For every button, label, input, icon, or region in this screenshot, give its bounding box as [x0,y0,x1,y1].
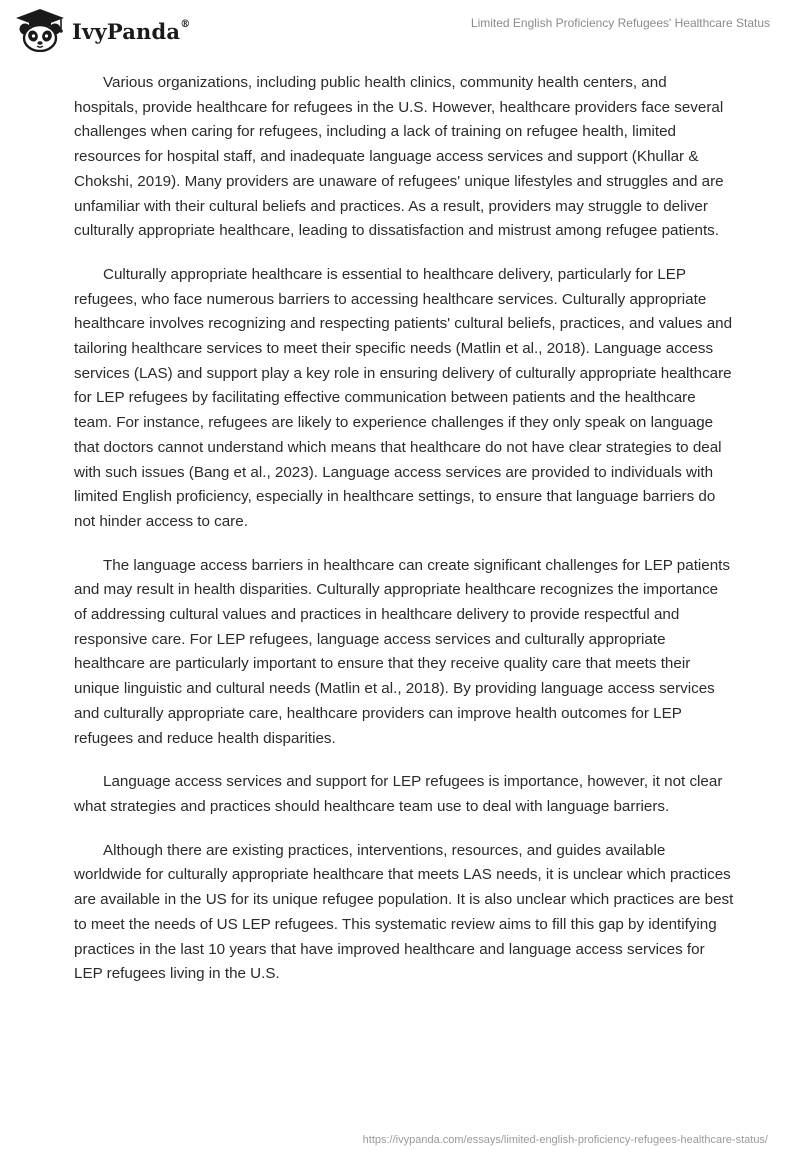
document-title: Limited English Proficiency Refugees' Healthcare Status [470,16,770,30]
brand-name: IvyPanda® [72,18,191,44]
paragraph: Language access services and support for LEP refugees is importance, however, it not clear what strategies and practices should healthcare team use to deal with language barriers. [74,773,723,815]
paragraph: Culturally appropriate healthcare is essential to healthcare delivery, particularly for LEP refugees, who face numerous barriers to accessing healthcare services. Culturally appropriate healthcare involves recognizing and respecting patients' cultural beliefs, practices, and values and tailoring healthcare services to meet their specific needs (Matlin et al., 2018). Language access services (LAS) and support play a key role in ensuring delivery of culturally appropriate healthcare for LEP refugees by facilitating effective communication between patients and the healthcare team. For instance, refugees are likely to experience challenges if they only speak on language that doctors cannot understand which means that healthcare do not have clear strategies to deal with such issues (Bang et al., 2023). Language access services are provided to individuals with limited English proficiency, especially in healthcare settings, to ensure that language barriers do not hinder access to care. [74,265,733,530]
paragraph: Various organizations, including public health clinics, community health centers, and hospitals, provide healthcare for refugees in the U.S. However, healthcare providers face several challenges when caring for refugees, including a lack of training on refugee health, limited resources for hospital staff, and inadequate language access services and support (Khullar & Chokshi, 2019). Many providers are unaware of refugees' unique lifestyles and struggles and are unfamiliar with their cultural beliefs and practices. As a result, providers may struggle to deliver culturally appropriate healthcare, leading to dissatisfaction and mistrust among refugee patients. [74,74,724,240]
essay-body [74,71,734,1006]
paragraph: Although there are existing practices, interventions, resources, and guides available worldwide for culturally appropriate healthcare that meets LAS needs, it is unclear which practices are available in the US for its unique refugee population. It is also unclear which practices are best to meet the needs of US LEP refugees. This systematic review aims to fill this gap by identifying practices in the last 10 years that have improved healthcare and language access services for LEP refugees living in the U.S. [74,841,734,983]
source-url[interactable]: https://ivypanda.com/essays/limited-english-proficiency-refugees-healthcare-status/ [362,1134,768,1146]
paragraph: The language access barriers in healthcare can create significant challenges for LEP patients and may result in health disparities. Culturally appropriate healthcare recognizes the importance of addressing cultural values and practices in healthcare delivery to provide respectful and responsive care. For LEP refugees, language access services and culturally appropriate healthcare are particularly important to ensure that they receive quality care that meets their unique linguistic and cultural needs (Matlin et al., 2018). By providing language access services and culturally appropriate care, healthcare providers can improve health outcomes for LEP refugees and reduce health disparities. [74,556,730,747]
page-header [0,0,800,64]
ivypanda-logo[interactable] [14,8,190,52]
panda-graduate-icon [14,8,66,52]
